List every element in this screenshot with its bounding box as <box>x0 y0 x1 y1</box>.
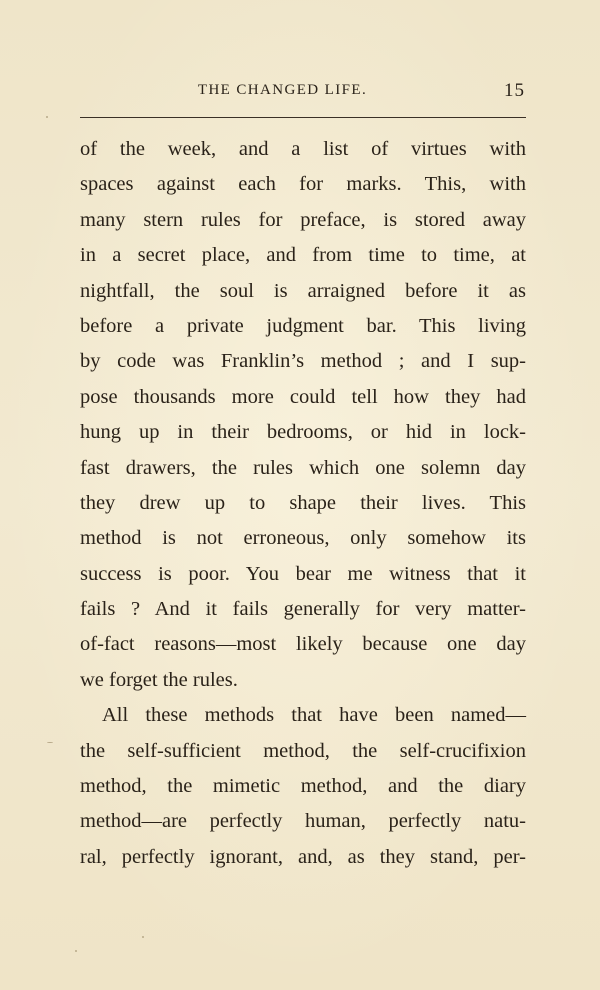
running-head <box>80 78 525 108</box>
text-line: in a secret place, and from time to time, at <box>80 244 526 267</box>
body-text <box>80 132 526 875</box>
text-line: method—are perfectly human, perfectly natu- <box>80 810 526 833</box>
text-line: fails ? And it fails generally for very matter- <box>80 598 526 621</box>
text-line: success is poor. You bear me witness that it <box>80 562 526 585</box>
header-rule <box>80 117 526 118</box>
page-number: 15 <box>504 80 525 101</box>
text-line: method is not erroneous, only somehow its <box>80 527 526 550</box>
text-line: we forget the rules. <box>80 668 238 691</box>
text-line: before a private judgment bar. This living <box>80 314 526 337</box>
text-line: nightfall, the soul is arraigned before it as <box>80 279 526 302</box>
text-line: they drew up to shape their lives. This <box>80 491 526 514</box>
paper-speck <box>46 116 48 118</box>
paper-speck <box>47 742 53 743</box>
paper-speck <box>75 950 77 952</box>
text-line: ral, perfectly ignorant, and, as they stand, per- <box>80 845 526 868</box>
text-line: many stern rules for preface, is stored away <box>80 208 526 231</box>
text-line: the self-sufficient method, the self-crucifixion <box>80 739 526 762</box>
text-line: pose thousands more could tell how they had <box>80 385 526 408</box>
text-line: spaces against each for marks. This, with <box>80 173 526 196</box>
text-line: of-fact reasons—most likely because one day <box>80 633 526 656</box>
text-line: method, the mimetic method, and the diary <box>80 775 526 798</box>
running-title: THE CHANGED LIFE. <box>197 82 368 98</box>
text-line: by code was Franklin’s method ; and I sup- <box>80 350 526 373</box>
paper-speck <box>142 936 144 938</box>
text-line: hung up in their bedrooms, or hid in lock- <box>80 421 526 444</box>
text-line: of the week, and a list of virtues with <box>80 138 526 160</box>
text-line: All these methods that have been named— <box>102 704 526 727</box>
text-line: fast drawers, the rules which one solemn day <box>80 456 526 479</box>
